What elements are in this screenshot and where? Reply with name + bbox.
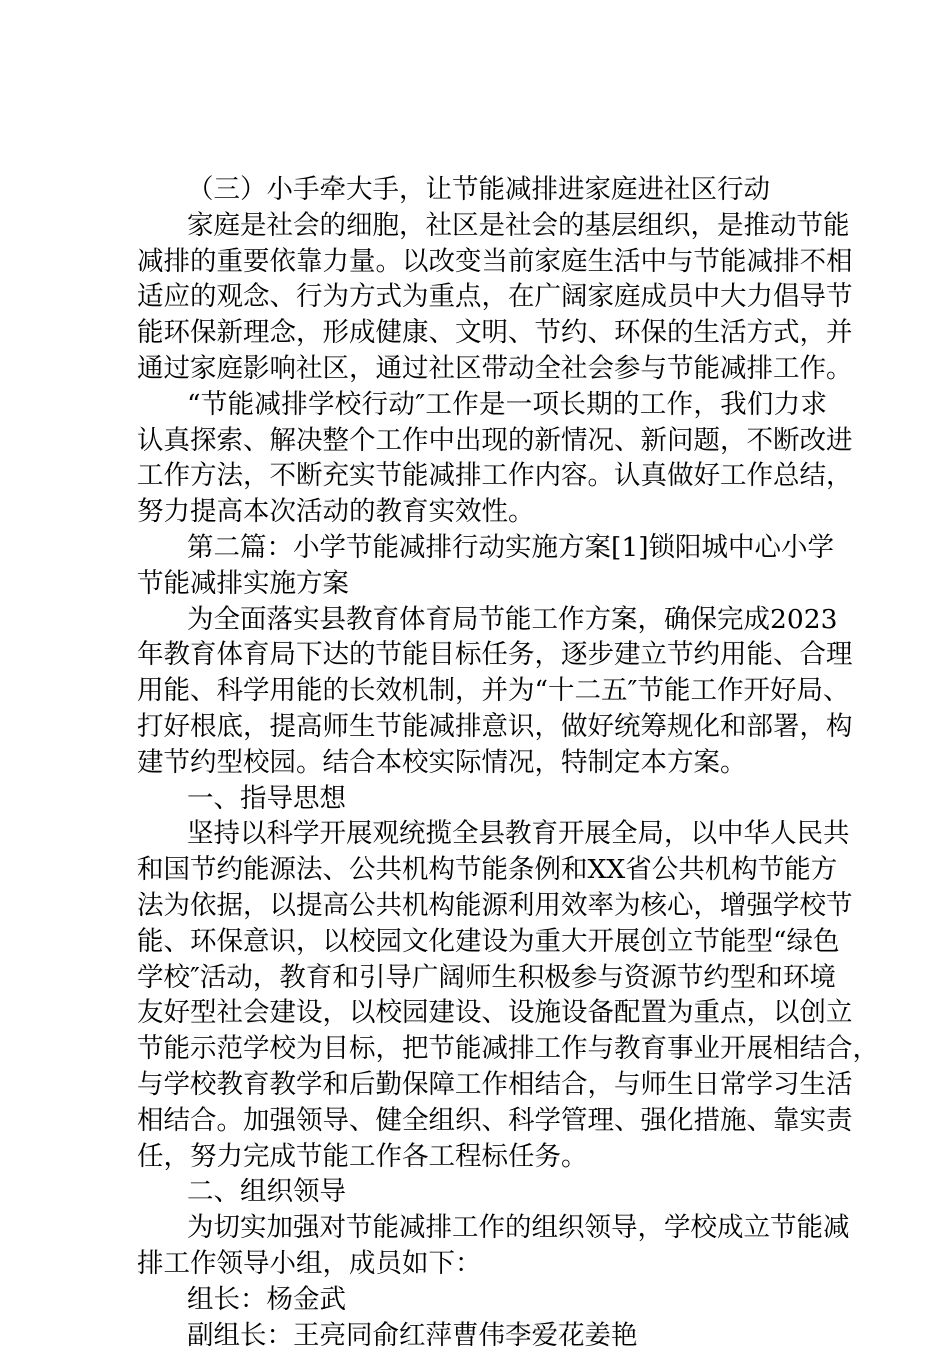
- paragraph-line: 为全面落实县教育体育局节能工作方案，确保完成2023: [137, 602, 827, 638]
- paragraph-line: 坚持以科学开展观统揽全县教育开展全局，以中华人民共: [137, 816, 827, 852]
- paragraph-line: 年教育体育局下达的节能目标任务，逐步建立节约用能、合理: [137, 637, 827, 673]
- paragraph-line: 与学校教育教学和后勤保障工作相结合，与师生日常学习生活: [137, 1067, 827, 1103]
- paragraph-line: 努力提高本次活动的教育实效性。: [137, 494, 827, 530]
- paragraph-line: “节能减排学校行动″工作是一项长期的工作，我们力求: [137, 387, 827, 423]
- paragraph-line: 节能示范学校为目标，把节能减排工作与教育事业开展相结合，: [137, 1031, 827, 1067]
- chapter-title: 第二篇：小学节能减排行动实施方案[1]锁阳城中心小学: [137, 530, 827, 566]
- paragraph-line: 认真探索、解决整个工作中出现的新情况、新问题，不断改进: [137, 423, 827, 459]
- section-heading: 一、指导思想: [137, 781, 827, 817]
- paragraph-line: 法为依据，以提高公共机构能源利用效率为核心，增强学校节: [137, 888, 827, 924]
- paragraph-line: 工作方法，不断充实节能减排工作内容。认真做好工作总结，: [137, 458, 827, 494]
- paragraph-line: 和国节约能源法、公共机构节能条例和XX省公共机构节能方: [137, 852, 827, 888]
- paragraph-line: 通过家庭影响社区，通过社区带动全社会参与节能减排工作。: [137, 351, 827, 387]
- paragraph-line: 用能、科学用能的长效机制，并为“十二五″节能工作开好局、: [137, 673, 827, 709]
- paragraph-line: 减排的重要依靠力量。以改变当前家庭生活中与节能减排不相: [137, 244, 827, 280]
- paragraph-line: 友好型社会建设，以校园建设、设施设备配置为重点，以创立: [137, 995, 827, 1031]
- paragraph-line: 排工作领导小组，成员如下：: [137, 1246, 827, 1282]
- paragraph-line: 为切实加强对节能减排工作的组织领导，学校成立节能减: [137, 1210, 827, 1246]
- chapter-title: 节能减排实施方案: [137, 566, 827, 602]
- paragraph-line: 家庭是社会的细胞，社区是社会的基层组织，是推动节能: [137, 208, 827, 244]
- paragraph-line: 建节约型校园。结合本校实际情况，特制定本方案。: [137, 745, 827, 781]
- paragraph-line: 适应的观念、行为方式为重点，在广阔家庭成员中大力倡导节: [137, 279, 827, 315]
- member-line: 组长：杨金武: [137, 1282, 827, 1318]
- paragraph-line: 能环保新理念，形成健康、文明、节约、环保的生活方式，并: [137, 315, 827, 351]
- paragraph-line: 能、环保意识，以校园文化建设为重大开展创立节能型“绿色: [137, 924, 827, 960]
- section-heading: 二、组织领导: [137, 1174, 827, 1210]
- paragraph-line: 相结合。加强领导、健全组织、科学管理、强化措施、靠实责: [137, 1103, 827, 1139]
- section-heading: （三）小手牵大手，让节能减排进家庭进社区行动: [137, 172, 827, 208]
- member-line: 副组长：王亮同俞红萍曹伟李爱花姜艳: [137, 1318, 827, 1353]
- document-body: [137, 172, 827, 1353]
- paragraph-line: 学校″活动，教育和引导广阔师生积极参与资源节约型和环境: [137, 960, 827, 996]
- paragraph-line: 打好根底，提高师生节能减排意识，做好统筹规化和部署，构: [137, 709, 827, 745]
- paragraph-line: 任，努力完成节能工作各工程标任务。: [137, 1139, 827, 1175]
